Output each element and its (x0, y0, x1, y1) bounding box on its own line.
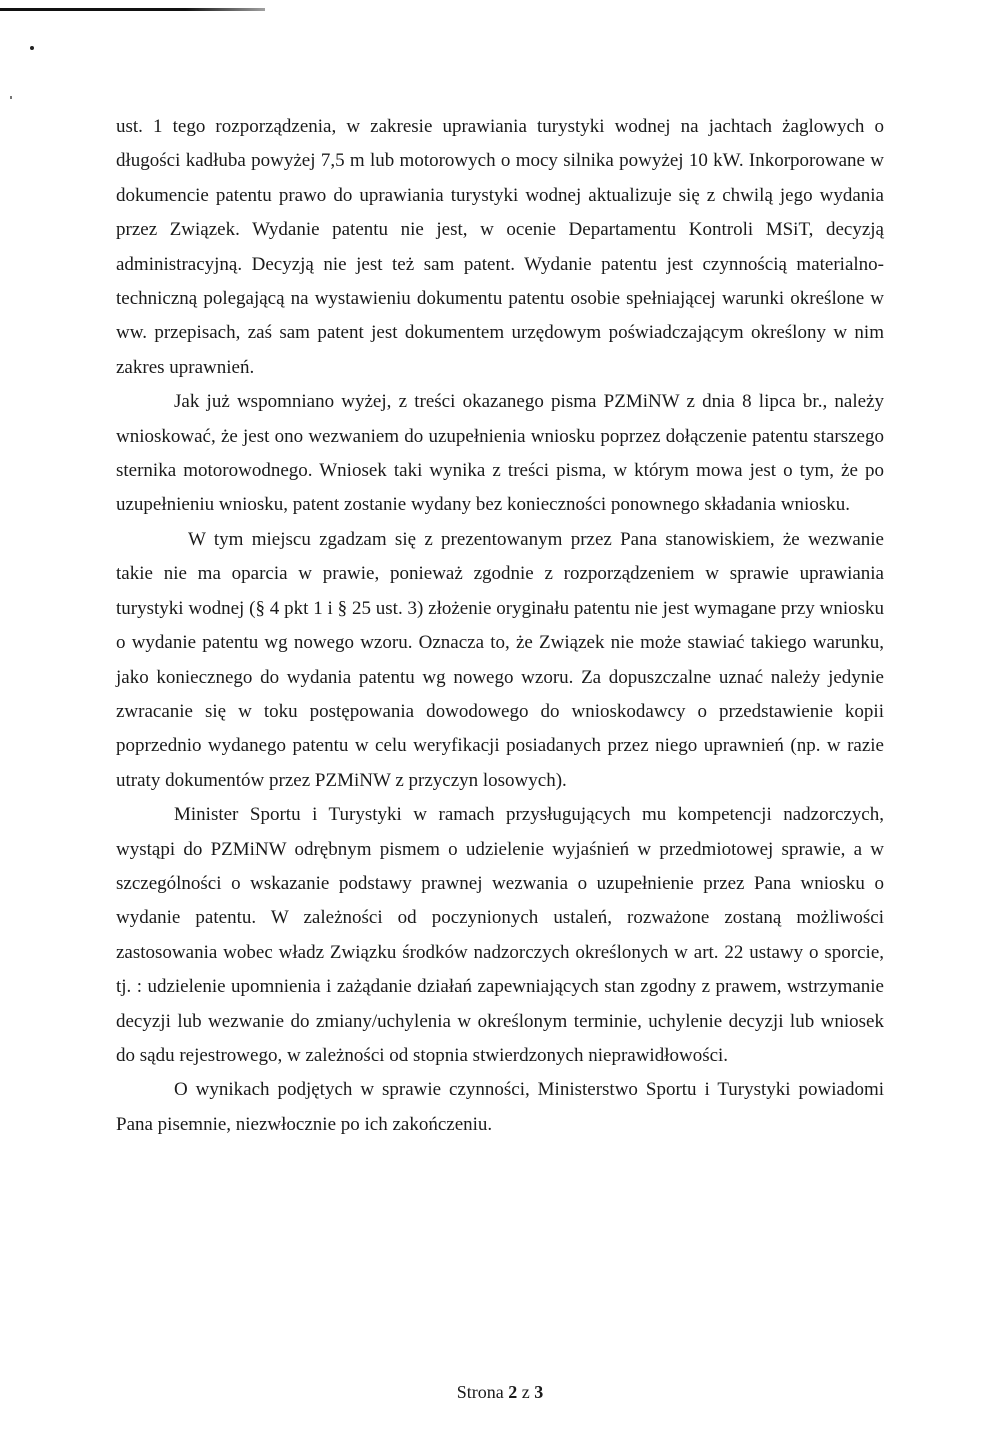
paragraph-pzminw-letter: Jak już wspomniano wyżej, z treści okazanego pisma PZMiNW z dnia 8 lipca br., należy wnioskować, że jest ono wezwaniem do uzupełnienia wniosku poprzez dołączenie patentu starszego sternika motorowodnego. Wniosek taki wynika z treści pisma, w którym mowa jest o tym, że po uzupełnieniu wniosku, patent zostanie wydany bez konieczności ponownego składania wniosku. (116, 391, 884, 516)
scan-artifact-mark (10, 96, 12, 99)
letter-body (116, 110, 884, 1142)
paragraph-supervisory-measures: Minister Sportu i Turystyki w ramach przysługujących mu kompetencji nadzorczych, wystąpi do PZMiNW odrębnym pismem o udzielenie wyjaśnień w przedmiotowej sprawie, a w szczególności o wskazanie podstawy prawnej wezwania o uzupełnienie przez Pana wniosku o wydanie patentu. W zależności od poczynionych ustaleń, rozważone zostaną możliwości zastosowania wobec władz Związku środków nadzorczych określonych w art. 22 ustawy o sporcie, tj. : udzielenie upomnienia i zażądanie działań zapewniających stan zgodny z prawem, wstrzymanie decyzji lub wezwanie do zmiany/uchylenia w określonym terminie, uchylenie decyzji lub wniosek do sądu rejestrowego, w zależności od stopnia stwierdzonych nieprawidłowości. (116, 804, 884, 1066)
page-separator: z (521, 1382, 530, 1402)
paragraph-notification: O wynikach podjętych w sprawie czynności, Ministerstwo Sportu i Turystyki powiadomi Pana pisemnie, niezwłocznie po ich zakończeniu. (116, 1079, 884, 1135)
page-footer (0, 1382, 1000, 1403)
current-page-number: 2 (508, 1382, 518, 1402)
scan-artifact-line (0, 8, 265, 11)
page-label: Strona (456, 1382, 504, 1402)
scan-artifact-speck (30, 46, 34, 50)
total-pages-number: 3 (534, 1382, 544, 1402)
paragraph-patent-definition: ust. 1 tego rozporządzenia, w zakresie uprawiania turystyki wodnej na jachtach żaglowych o długości kadłuba powyżej 7,5 m lub motorowych o mocy silnika powyżej 10 kW. Inkorporowane w dokumencie patentu prawo do uprawiania turystyki wodnej aktualizuje się z chwilą jego wydania przez Związek. Wydanie patentu nie jest, w ocenie Departamentu Kontroli MSiT, decyzją administracyjną. Decyzją nie jest też sam patent. Wydanie patentu jest czynnością materialno-techniczną polegającą na wystawieniu dokumentu patentu osobie spełniającej warunki określone w ww. przepisach, zaś sam patent jest dokumentem urzędowym poświadczającym określony w nim zakres uprawnień. (116, 116, 884, 378)
paragraph-legal-position: W tym miejscu zgadzam się z prezentowanym przez Pana stanowiskiem, że wezwanie takie nie ma oparcia w prawie, ponieważ zgodnie z rozporządzeniem w sprawie uprawiania turystyki wodnej (§ 4 pkt 1 i § 25 ust. 3) złożenie oryginału patentu nie jest wymagane przy wniosku o wydanie patentu wg nowego wzoru. Oznacza to, że Związek nie może stawiać takiego warunku, jako koniecznego do wydania patentu wg nowego wzoru. Za dopuszczalne uznać należy jedynie zwracanie się w toku postępowania dowodowego do wnioskodawcy o przedstawienie kopii poprzednio wydanego patentu w celu weryfikacji posiadanych przez niego uprawnień (np. w razie utraty dokumentów przez PZMiNW z przyczyn losowych). (116, 528, 884, 791)
